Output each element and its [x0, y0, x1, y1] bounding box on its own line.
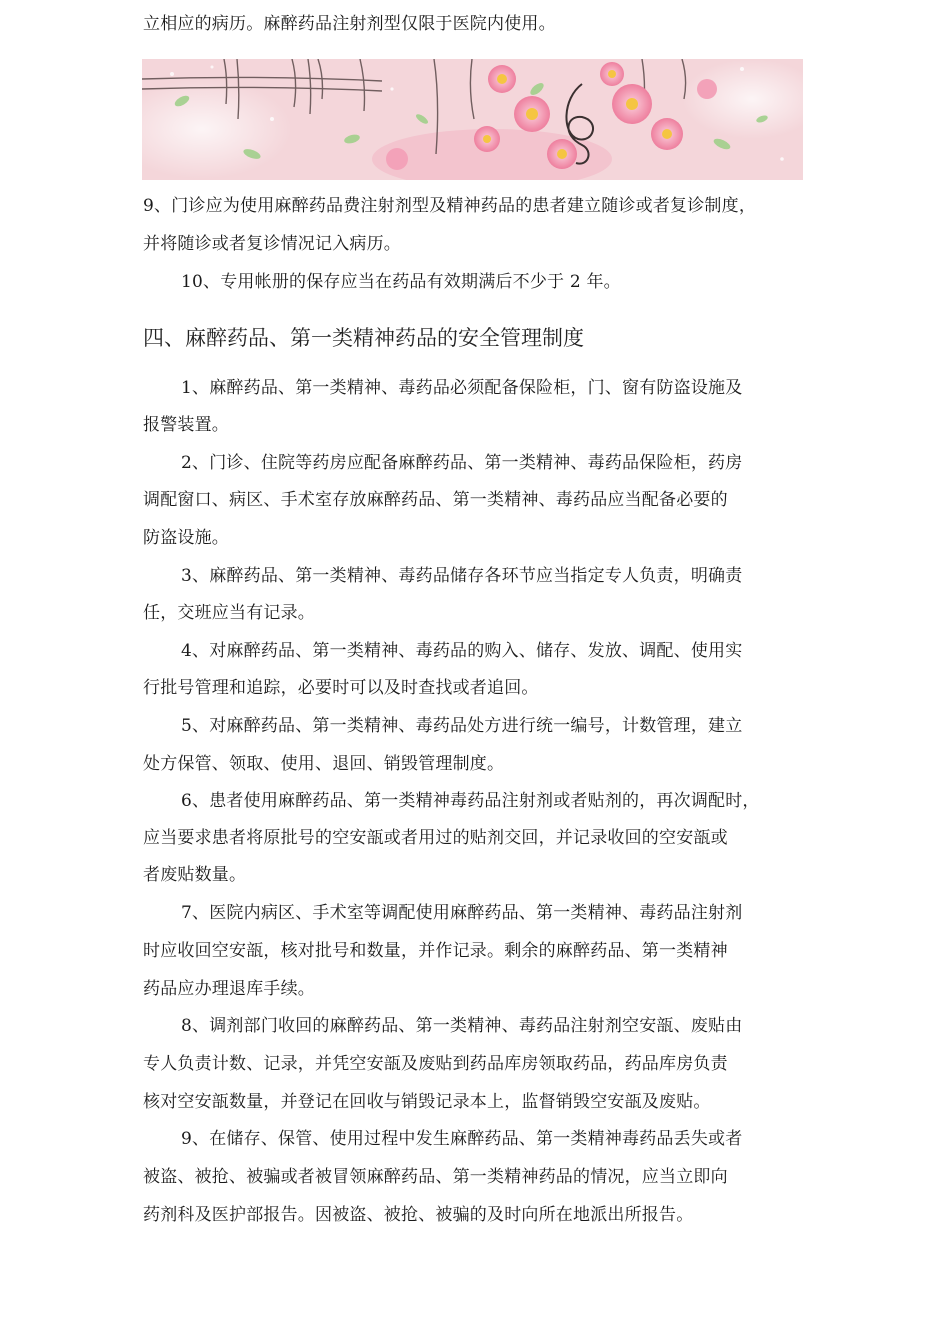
- text-line: 药品应办理退库手续。: [143, 979, 315, 999]
- text-line: 任，交班应当有记录。: [143, 603, 315, 623]
- text-line: 者废贴数量。: [143, 865, 247, 885]
- text-line: 防盗设施。: [143, 528, 229, 548]
- text-line: 9、门诊应为使用麻醉药品费注射剂型及精神药品的患者建立随诊或者复诊制度，: [143, 196, 757, 216]
- floral-music-banner-icon: [142, 59, 803, 180]
- text-line: 核对空安瓿数量，并登记在回收与销毁记录本上，监督销毁空安瓿及废贴。: [143, 1092, 711, 1112]
- text-line: 被盗、被抢、被骗或者被冒领麻醉药品、第一类精神药品的情况，应当立即向: [143, 1167, 728, 1187]
- text-line: 处方保管、领取、使用、退回、销毁管理制度。: [143, 754, 505, 774]
- text-line: 8、调剂部门收回的麻醉药品、第一类精神、毒药品注射剂空安瓿、废贴由: [181, 1016, 743, 1036]
- text-line: 报警装置。: [143, 415, 229, 435]
- text-line: 行批号管理和追踪，必要时可以及时查找或者追回。: [143, 678, 539, 698]
- text-line: 立相应的病历。麻醉药品注射剂型仅限于医院内使用。: [143, 14, 556, 34]
- text-line: 专人负责计数、记录，并凭空安瓿及废贴到药品库房领取药品，药品库房负责: [143, 1054, 728, 1074]
- text-line: 2、门诊、住院等药房应配备麻醉药品、第一类精神、毒药品保险柜，药房: [181, 453, 743, 473]
- text-line: 药剂科及医护部报告。因被盗、被抢、被骗的及时向所在地派出所报告。: [143, 1205, 694, 1225]
- text-line: 4、对麻醉药品、第一类精神、毒药品的购入、储存、发放、调配、使用实: [181, 641, 743, 661]
- text-line: 10、专用帐册的保存应当在药品有效期满后不少于 2 年。: [181, 272, 621, 292]
- text-line: 调配窗口、病区、手术室存放麻醉药品、第一类精神、毒药品应当配备必要的: [143, 490, 728, 510]
- text-line: 6、患者使用麻醉药品、第一类精神毒药品注射剂或者贴剂的，再次调配时，: [181, 791, 760, 811]
- text-line: 5、对麻醉药品、第一类精神、毒药品处方进行统一编号，计数管理，建立: [181, 716, 743, 736]
- text-line: 时应收回空安瓿，核对批号和数量，并作记录。剩余的麻醉药品、第一类精神: [143, 941, 728, 961]
- text-line: 并将随诊或者复诊情况记入病历。: [143, 234, 401, 254]
- text-line: 1、麻醉药品、第一类精神、毒药品必须配备保险柜，门、窗有防盗设施及: [181, 378, 743, 398]
- text-line: 7、医院内病区、手术室等调配使用麻醉药品、第一类精神、毒药品注射剂: [181, 903, 743, 923]
- text-line: 应当要求患者将原批号的空安瓿或者用过的贴剂交回，并记录收回的空安瓿或: [143, 828, 728, 848]
- section-heading: 四、麻醉药品、第一类精神药品的安全管理制度: [143, 326, 584, 350]
- floral-banner-image: [142, 59, 803, 180]
- text-line: 3、麻醉药品、第一类精神、毒药品储存各环节应当指定专人负责，明确责: [181, 566, 743, 586]
- text-line: 9、在储存、保管、使用过程中发生麻醉药品、第一类精神毒药品丢失或者: [181, 1129, 743, 1149]
